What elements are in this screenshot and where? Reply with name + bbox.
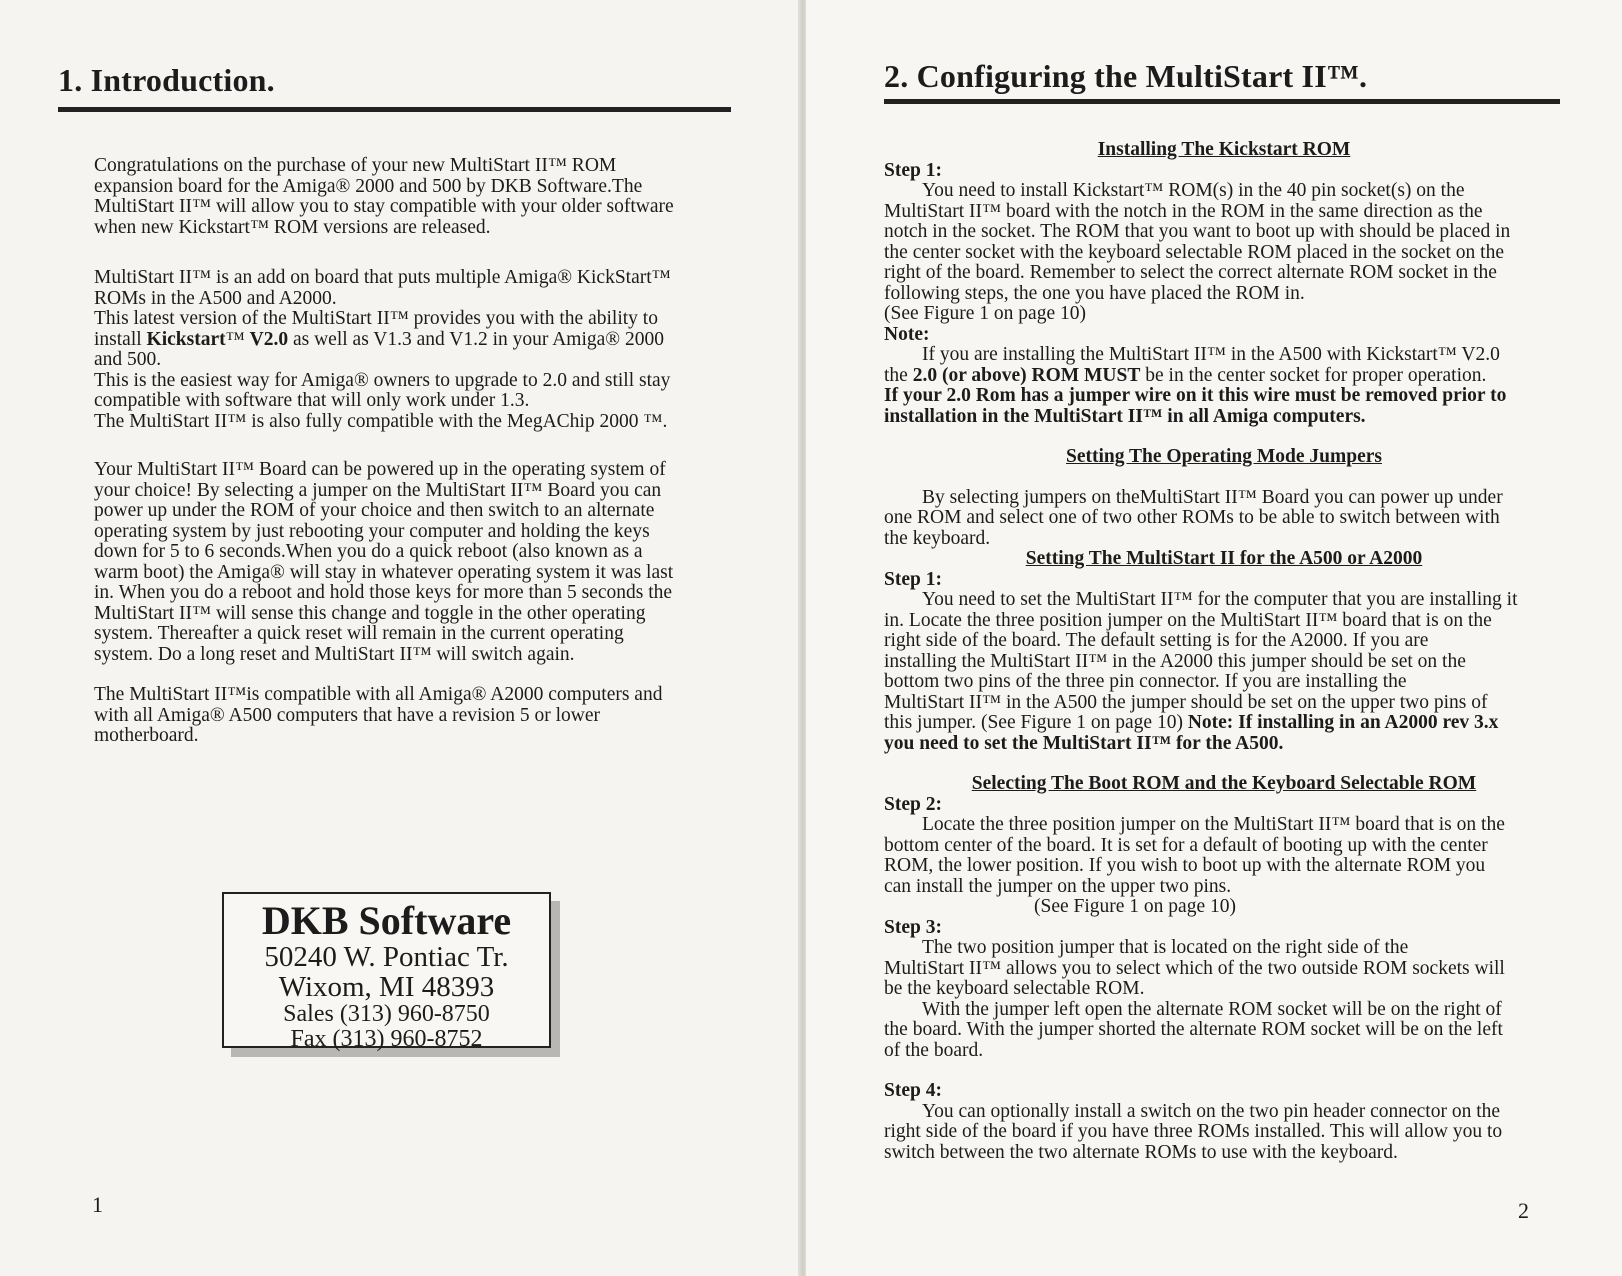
text-line: You need to set the MultiStart II™ for the computer that you are installing it — [922, 589, 1518, 610]
text-line: Your MultiStart II™ Board can be powered up in the operating system of — [94, 459, 666, 480]
text-line: compatible with software that will only work under 1.3. — [94, 390, 530, 411]
note-label: Note: — [884, 323, 930, 345]
text-line: can install the jumper on the upper two pins. — [884, 875, 1232, 897]
text-line: The two position jumper that is located on the right side of the — [922, 937, 1409, 958]
text-line: installation in the MultiStart II™ in all Amiga computers. — [884, 405, 1366, 427]
text-line: switch between the two alternate ROMs to use with the keyboard. — [884, 1141, 1398, 1163]
text-line: You can optionally install a switch on the two pin header connector on the — [922, 1100, 1501, 1122]
section-title-installing-kickstart: Installing The Kickstart ROM — [1097, 139, 1351, 160]
company-fax: Fax (313) 960-8752 — [290, 1026, 483, 1052]
text-line: installing the MultiStart II™ in the A2000 this jumper should be set on the — [884, 650, 1466, 672]
text-line: power up under the ROM of your choice and then switch to an alternate — [94, 500, 655, 521]
text-line: the 2.0 (or above) ROM MUST be in the center socket for proper operation. — [884, 364, 1487, 386]
step-label: Step 4: — [884, 1080, 942, 1101]
text-line: one ROM and select one of two other ROMs to be able to switch between with — [884, 507, 1500, 528]
text-line: your choice! By selecting a jumper on the MultiStart II™ Board you can — [94, 479, 662, 501]
text-line: this jumper. (See Figure 1 on page 10) Note: If installing in an A2000 rev 3.x — [884, 712, 1499, 733]
text-line: MultiStart II™ allows you to select which of the two outside ROM sockets will — [884, 957, 1505, 979]
text-line: Locate the three position jumper on the MultiStart II™ board that is on the — [922, 814, 1505, 835]
page-number: 2 — [1518, 1198, 1529, 1223]
heading-rule — [58, 107, 731, 112]
text-line: (See Figure 1 on page 10) — [1034, 896, 1236, 917]
text-line: motherboard. — [94, 725, 199, 746]
text-line: MultiStart II™ will sense this change and toggle in the other operating — [94, 602, 646, 624]
text-line: the center socket with the keyboard selectable ROM placed in the socket on the — [884, 241, 1504, 263]
text-line: With the jumper left open the alternate ROM socket will be on the right of — [922, 998, 1502, 1020]
text-line: MultiStart II™ will allow you to stay compatible with your older software — [94, 196, 674, 217]
company-address-box — [222, 892, 551, 1052]
text-line: This is the easiest way for Amiga® owners to upgrade to 2.0 and still stay — [94, 369, 671, 391]
right-page — [806, 0, 1622, 1276]
company-street: 50240 W. Pontiac Tr. — [264, 941, 509, 973]
configuring-text — [884, 140, 1564, 1163]
step-label: Step 1: — [884, 568, 942, 590]
text-line: system. Thereafter a quick reset will remain in the current operating — [94, 623, 624, 644]
text-line: the board. With the jumper shorted the alternate ROM socket will be on the left — [884, 1019, 1503, 1040]
text-line: system. Do a long reset and MultiStart II™ will switch again. — [94, 643, 575, 665]
text-line: bottom center of the board. It is set for a default of booting up with the center — [884, 834, 1488, 856]
section-title-operating-mode: Setting The Operating Mode Jumpers — [1066, 446, 1382, 467]
text-line: right of the board. Remember to select the correct alternate ROM socket in the — [884, 262, 1497, 283]
text-line: (See Figure 1 on page 10) — [884, 303, 1086, 324]
company-sales-phone: Sales (313) 960-8750 — [283, 1001, 490, 1027]
text-line: warm boot) the Amiga® will stay in whatever operating system it was last — [94, 561, 674, 583]
step-label: Step 3: — [884, 916, 942, 938]
section-title-a500-a2000: Setting The MultiStart II for the A500 or A2000 — [1025, 548, 1423, 569]
text-line: MultiStart II™ in the A500 the jumper should be set on the upper two pins of — [884, 691, 1488, 713]
text-line: the keyboard. — [884, 527, 991, 549]
text-line: be the keyboard selectable ROM. — [884, 978, 1145, 999]
text-line: You need to install Kickstart™ ROM(s) in the 40 pin socket(s) on the — [922, 180, 1465, 201]
text-line: notch in the socket. The ROM that you want to boot up with should be placed in — [884, 221, 1511, 242]
heading-rule — [884, 99, 1560, 104]
section-title-boot-rom: Selecting The Boot ROM and the Keyboard Selectable ROM — [971, 773, 1477, 794]
text-line: expansion board for the Amiga® 2000 and 500 by DKB Software.The — [94, 175, 643, 197]
text-line: and 500. — [94, 349, 162, 370]
company-name: DKB Software — [261, 898, 512, 943]
text-line: This latest version of the MultiStart II™ provides you with the ability to — [94, 308, 658, 329]
step-label: Step 1: — [884, 159, 942, 181]
left-page — [0, 0, 800, 1276]
configuring-heading: 2. Configuring the MultiStart II™. — [884, 58, 1368, 94]
step-label: Step 2: — [884, 793, 942, 815]
text-line: MultiStart II™ is an add on board that puts multiple Amiga® KickStart™ — [94, 267, 671, 288]
text-line: right side of the board if you have three ROMs installed. This will allow you to — [884, 1121, 1503, 1142]
text-line: Congratulations on the purchase of your new MultiStart II™ ROM — [94, 155, 617, 176]
text-line: operating system by just rebooting your computer and holding the keys — [94, 520, 650, 542]
text-line: ROMs in the A500 and A2000. — [94, 287, 337, 309]
text-line: down for 5 to 6 seconds.When you do a quick reboot (also known as a — [94, 541, 643, 562]
text-line: right side of the board. The default setting is for the A2000. If you are — [884, 630, 1429, 651]
text-line: bottom two pins of the three pin connector. If you are installing the — [884, 671, 1407, 692]
text-line: The MultiStart II™ is also fully compatible with the MegAChip 2000 ™. — [94, 410, 668, 432]
page-number: 1 — [92, 1192, 103, 1217]
text-line: install Kickstart™ V2.0 as well as V1.3 and V1.2 in your Amiga® 2000 — [94, 328, 664, 350]
text-line: MultiStart II™ board with the notch in the ROM in the same direction as the — [884, 200, 1483, 222]
text-line: with all Amiga® A500 computers that have a revision 5 or lower — [94, 704, 601, 726]
text-line: following steps, the one you have placed the ROM in. — [884, 282, 1305, 304]
introduction-heading: 1. Introduction. — [58, 62, 275, 98]
text-line: By selecting jumpers on theMultiStart II™ Board you can power up under — [922, 486, 1503, 508]
text-line: If you are installing the MultiStart II™ in the A500 with Kickstart™ V2.0 — [922, 344, 1500, 365]
introduction-text — [94, 156, 734, 747]
text-line: when new Kickstart™ ROM versions are released. — [94, 216, 491, 238]
company-city: Wixom, MI 48393 — [278, 971, 495, 1003]
text-line: The MultiStart II™is compatible with all Amiga® A2000 computers and — [94, 684, 663, 705]
text-line: of the board. — [884, 1039, 984, 1061]
text-line: ROM, the lower position. If you wish to boot up with the alternate ROM you — [884, 855, 1486, 876]
text-line: in. Locate the three position jumper on the MultiStart II™ board that is on the — [884, 609, 1492, 631]
text-line: in. When you do a reboot and hold those keys for more than 5 seconds the — [94, 582, 673, 603]
text-line: If your 2.0 Rom has a jumper wire on it this wire must be removed prior to — [884, 385, 1507, 406]
text-line: you need to set the MultiStart II™ for the A500. — [884, 732, 1284, 754]
